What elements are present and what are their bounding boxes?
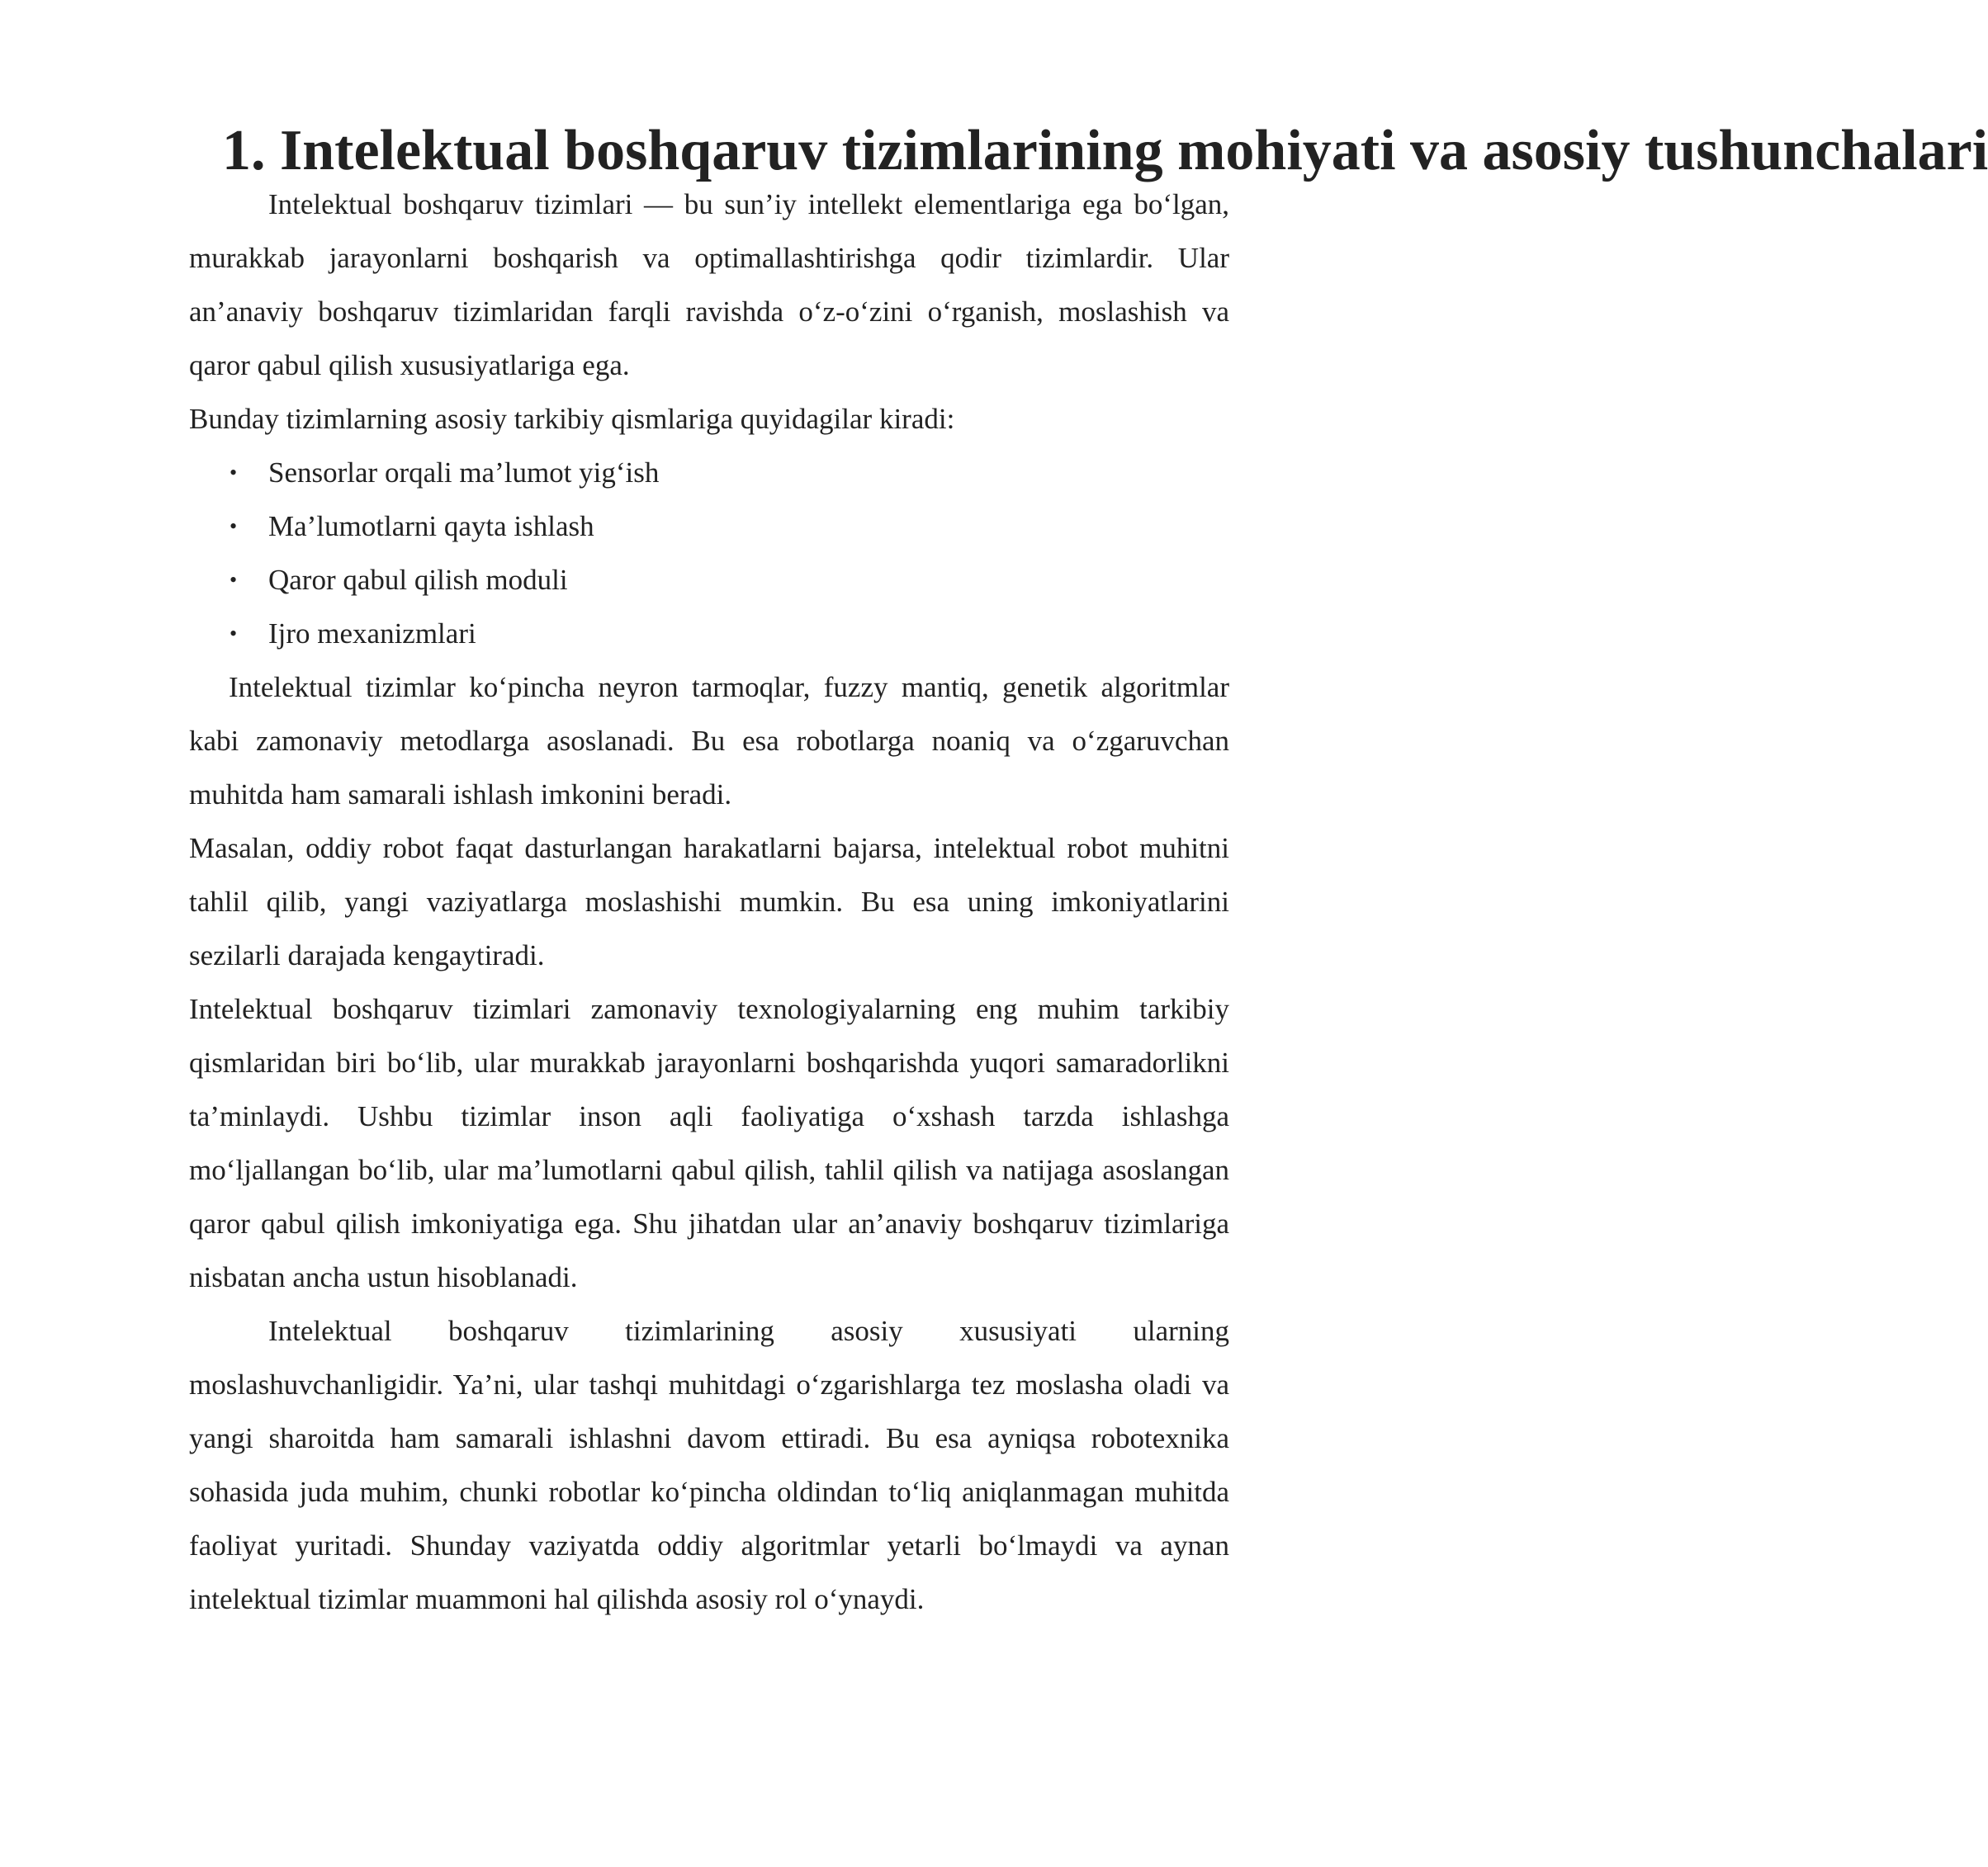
list-item-text: Ijro mexanizmlari (268, 617, 476, 650)
components-list (189, 446, 1229, 660)
bullet-icon: • (230, 622, 238, 645)
section-heading: 1. Intelektual boshqaruv tizimlarining mohiyati va asosiy tushunchalari (222, 119, 1988, 182)
bullet-icon: • (230, 461, 238, 484)
list-item-text: Sensorlar orqali ma’lumot yig‘ish (268, 456, 660, 489)
bullet-icon: • (230, 514, 238, 538)
list-item-text: Qaror qabul qilish moduli (268, 564, 568, 596)
paragraph-importance: Intelektual boshqaruv tizimlari zamonaviy texnologiyalarning eng muhim tarkibiy qismlaridan biri bo‘lib, ular murakkab jarayonlarni boshqarishda yuqori samaradorlikni ta’minlaydi. Ushbu tizimlar inson aqli faoliyatiga o‘xshash tarzda ishlashga mo‘ljallangan bo‘lib, ular ma’lumotlarni qabul qilish, tahlil qilish va natijaga asoslangan qaror qabul qilish imkoniyatiga ega. Shu jihatdan ular an’anaviy boshqaruv tizimlariga nisbatan ancha ustun hisoblanadi. (189, 993, 1229, 1293)
bullet-icon: • (230, 568, 238, 592)
list-item (189, 446, 1229, 499)
list-item (189, 499, 1229, 553)
list-item (189, 607, 1229, 660)
paragraph-example: Masalan, oddiy robot faqat dasturlangan harakatlarni bajarsa, intelektual robot muhitni tahlil qilib, yangi vaziyatlarga moslashishi mumkin. Bu esa uning imkoniyatlarini sezilarli darajada kengaytiradi. (189, 832, 1229, 971)
paragraph-adaptability: Intelektual boshqaruv tizimlarining asosiy xususiyati ularning moslashuvchanligidir. Ya’ni, ular tashqi muhitdagi o‘zgarishlarga tez moslasha oladi va yangi sharoitda ham samarali ishlashni davom ettiradi. Bu esa ayniqsa robotexnika sohasida juda muhim, chunki robotlar ko‘pincha oldindan to‘liq aniqlanmagan muhitda faoliyat yuritadi. Shunday vaziyatda oddiy algoritmlar yetarli bo‘lmaydi va aynan intelektual tizimlar muammoni hal qilishda asosiy rol o‘ynaydi. (189, 1315, 1229, 1615)
paragraph-components-intro: Bunday tizimlarning asosiy tarkibiy qismlariga quyidagilar kiradi: (189, 403, 955, 435)
list-item-text: Ma’lumotlarni qayta ishlash (268, 510, 594, 542)
document-page (189, 119, 1988, 1626)
list-item (189, 553, 1229, 607)
paragraph-methods: Intelektual tizimlar ko‘pincha neyron tarmoqlar, fuzzy mantiq, genetik algoritmlar kabi zamonaviy metodlarga asoslanadi. Bu esa robotlarga noaniq va o‘zgaruvchan muhitda ham samarali ishlash imkonini beradi. (189, 671, 1229, 811)
paragraph-definition: Intelektual boshqaruv tizimlari — bu sun’iy intellekt elementlariga ega bo‘lgan, murakkab jarayonlarni boshqarish va optimallashtirishga qodir tizimlardir. Ular an’anaviy boshqaruv tizimlaridan farqli ravishda o‘z-o‘zini o‘rganish, moslashish va qaror qabul qilish xususiyatlariga ega. (189, 188, 1229, 381)
